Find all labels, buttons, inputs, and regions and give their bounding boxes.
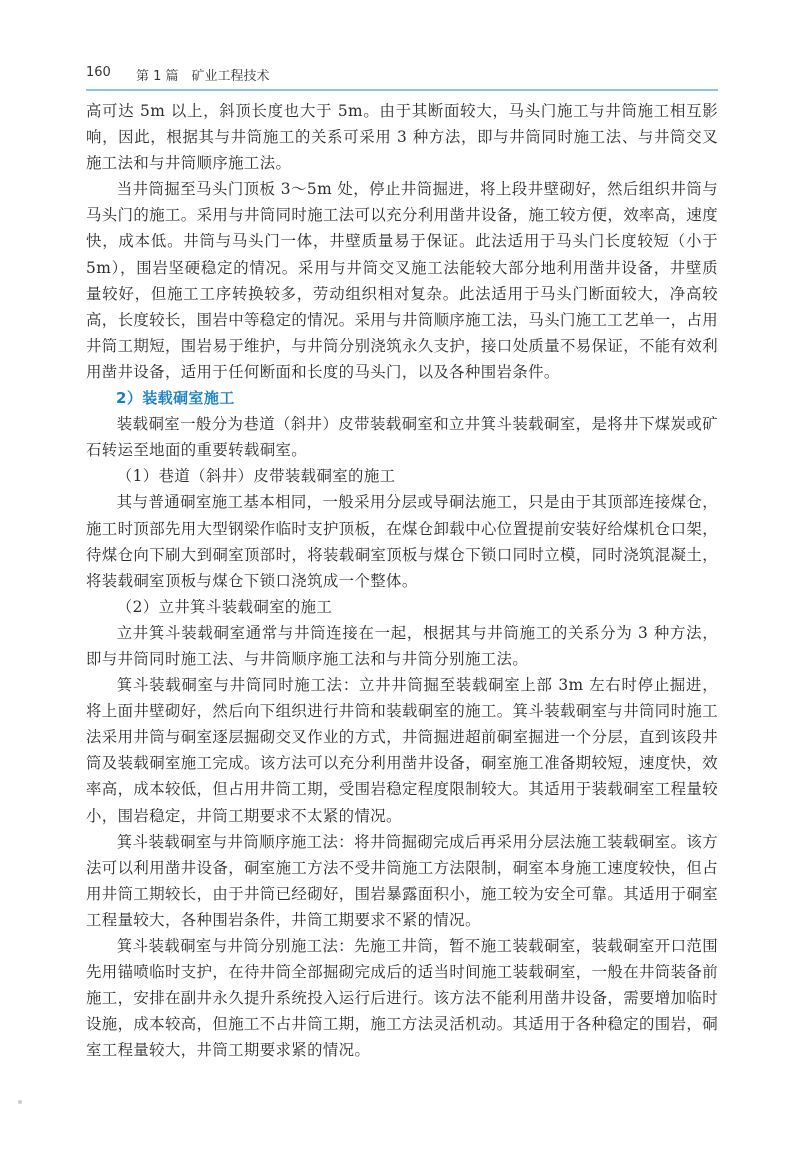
paragraph: 其与普通硐室施工基本相同，一般采用分层或导硐法施工，只是由于其顶部连接煤仓，施工时顶部先用大型钢梁作临时支护顶板，在煤仓卸载中心位置提前安装好给煤机仓口架，待煤仓向下刷大到硐室顶部时，将装载硐室顶板与煤仓下锁口同时立模，同时浇筑混凝土，将装载硐室顶板与煤仓下锁口浇筑成一个整体。: [86, 493, 718, 590]
page-number: 160: [86, 65, 111, 80]
part-title: 第 1 篇 矿业工程技术: [136, 69, 270, 84]
paragraph: 当井筒掘至马头门顶板 3～5m 处，停止井筒掘进，将上段井壁砌好，然后组织井筒与马头门的施工。采用与井筒同时施工法可以充分利用凿井设备，施工较方便，效率高，速度快，成本低。井筒与马头门一体，井壁质量易于保证。此法适用于马头门长度较短（小于 5m），围岩坚硬稳定的情况。采用与井筒交叉施工法能较大部分地利用凿井设备，井壁质量较好，但施工工序转换较多，劳动组织相对复杂。此法适用于马头门断面较大，净高较高，长度较长，围岩中等稳定的情况。采用与井筒顺序施工法，马头门施工工艺单一，占用井筒工期短，围岩易于维护，与井筒分别浇筑永久支护，接口处质量不易保证，不能有效利用凿井设备，适用于任何断面和长度的马头门，以及各种围岩条件。: [86, 180, 718, 381]
paragraph: 箕斗装载硐室与井筒分别施工法：先施工井筒，暂不施工装载硐室，装载硐室开口范围先用锚喷临时支护，在待井筒全部掘砌完成后的适当时间施工装载硐室，一般在井筒装备前施工，安排在副井永久提升系统投入运行后进行。该方法不能利用凿井设备，需要增加临时设施，成本较高，但施工不占井筒工期，施工方法灵活机动。其适用于各种稳定的围岩，硐室工程量较大，井筒工期要求紧的情况。: [86, 937, 718, 1060]
paragraph: 箕斗装载硐室与井筒同时施工法：立井井筒掘至装载硐室上部 3m 左右时停止掘进，将上面井壁砌好，然后向下组织进行井筒和装载硐室的施工。箕斗装载硐室与井筒同时施工法采用井筒与硐室逐层掘砌交叉作业的方式，井筒掘进超前硐室掘进一个分层，直到该段井筒及装载硐室施工完成。该方法可以充分利用凿井设备，硐室施工准备期较短，速度快，效率高，成本较低，但占用井筒工期，受围岩稳定程度限制较大。其适用于装载硐室工程量较小，围岩稳定，井筒工期要求不太紧的情况。: [86, 676, 718, 825]
body-text: [86, 98, 718, 1063]
subsection-heading: （1）巷道（斜井）皮带装载硐室的施工: [116, 467, 396, 486]
paragraph: 高可达 5m 以上，斜顶长度也大于 5m。由于其断面较大，马头门施工与井筒施工相互影响，因此，根据其与井筒施工的关系可采用 3 种方法，即与井筒同时施工法、与井筒交叉施工法和与井筒顺序施工法。: [86, 102, 718, 173]
subsection-heading: （2）立井箕斗装载硐室的施工: [116, 597, 333, 616]
paragraph: 立井箕斗装载硐室通常与井筒连接在一起，根据其与井筒施工的关系分为 3 种方法，即与井筒同时施工法、与井筒顺序施工法和与井筒分别施工法。: [86, 623, 718, 668]
paragraph: 箕斗装载硐室与井筒顺序施工法：将井筒掘砌完成后再采用分层法施工装载硐室。该方法可以利用凿井设备，硐室施工方法不受井筒施工方法限制，硐室本身施工速度较快，但占用井筒工期较长，由于井筒已经砌好，围岩暴露面积小，施工较为安全可靠。其适用于硐室工程量较大，各种围岩条件，井筒工期要求不紧的情况。: [86, 832, 718, 929]
header-divider: [86, 89, 718, 91]
section-heading: 2）装载硐室施工: [116, 389, 235, 408]
paragraph: 装载硐室一般分为巷道（斜井）皮带装载硐室和立井箕斗装载硐室，是将井下煤炭或矿石转运至地面的重要转载硐室。: [86, 415, 718, 460]
page-header: [86, 62, 718, 86]
margin-mark: [18, 1100, 22, 1104]
